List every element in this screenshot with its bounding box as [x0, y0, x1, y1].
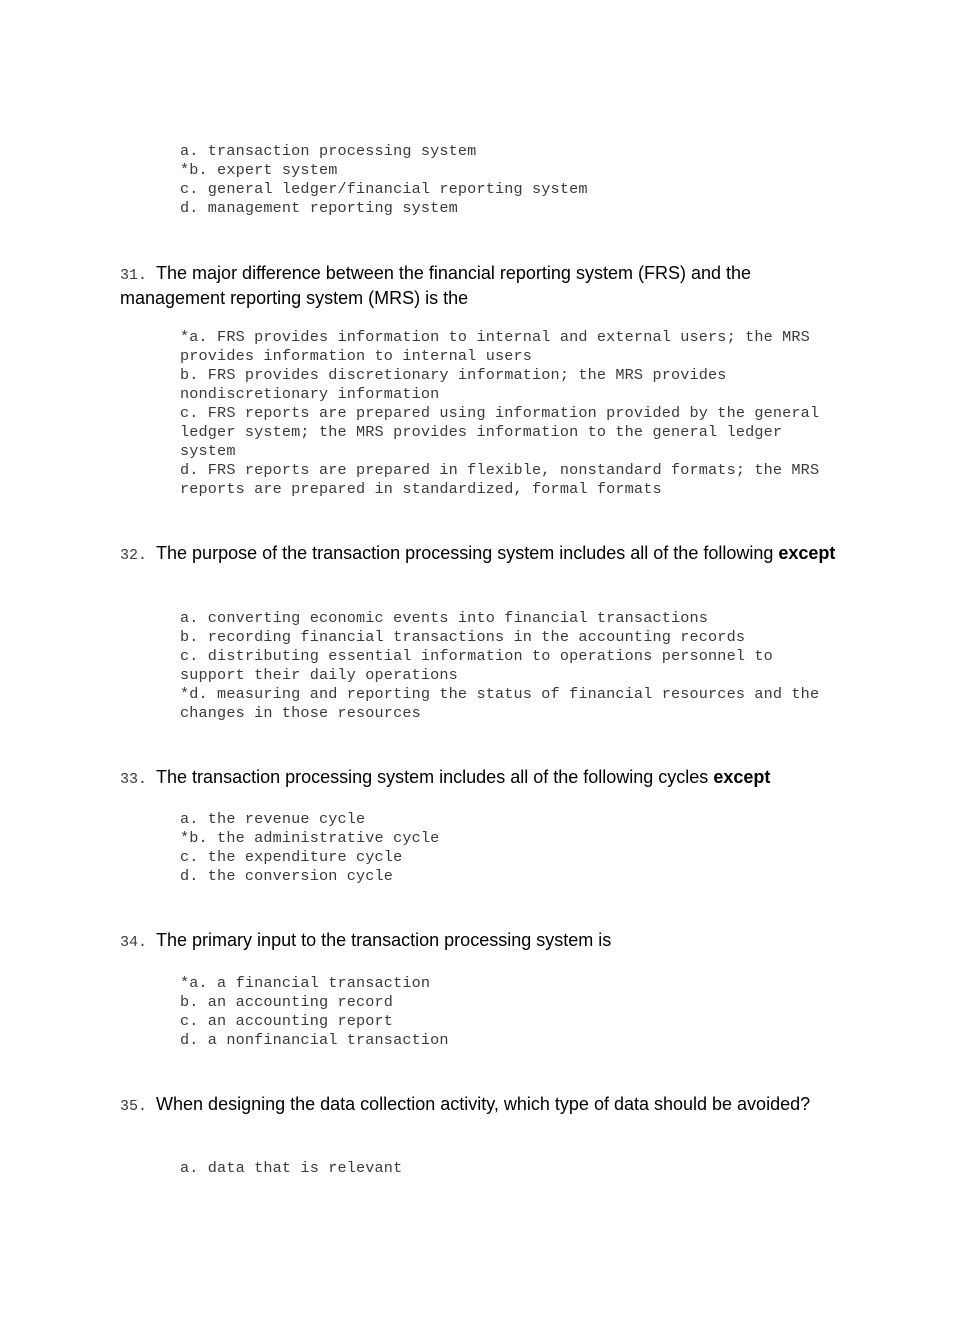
q31-option-a: *a. FRS provides information to internal and external users; the MRS provides information to internal users [180, 328, 810, 365]
q31-text: The major difference between the financial reporting system (FRS) and the management reporting system (MRS) is the [120, 263, 751, 308]
q32-option-d: *d. measuring and reporting the status of financial resources and the changes in those resources [180, 685, 820, 722]
q33-question: 33. The transaction processing system includes all of the following cycles except [120, 767, 771, 788]
q34-number: 34 [120, 934, 139, 951]
q30-option-d: d. management reporting system [180, 199, 458, 217]
q31-number: 31 [120, 267, 139, 284]
q33-number: 33 [120, 771, 139, 788]
q35-options [180, 1159, 840, 1178]
q32-option-c: c. distributing essential information to operations personnel to support their daily operations [180, 647, 773, 684]
q34-option-a: *a. a financial transaction [180, 974, 431, 992]
q35-question: 35. When designing the data collection activity, which type of data should be avoided? [120, 1094, 811, 1115]
q34-option-d: d. a nonfinancial transaction [180, 1031, 449, 1049]
q33-option-a: a. the revenue cycle [180, 810, 366, 828]
q31-question: 31. The major difference between the financial reporting system (FRS) and the management reporting system (MRS) is the [120, 263, 751, 308]
q33-emphasis: except [713, 767, 771, 787]
q31-option-c: c. FRS reports are prepared using information provided by the general ledger system; the MRS provides information to the general ledger system [180, 404, 820, 460]
q30-options [180, 142, 840, 218]
q33-options [180, 810, 840, 886]
q35-text: When designing the data collection activity, which type of data should be avoided? [156, 1094, 811, 1114]
q33-option-b: *b. the administrative cycle [180, 829, 440, 847]
q35-option-a: a. data that is relevant [180, 1159, 403, 1177]
q32-option-a: a. converting economic events into financial transactions [180, 609, 709, 627]
q34-option-b: b. an accounting record [180, 993, 394, 1011]
q32-text: The purpose of the transaction processing system includes all of the following [156, 543, 774, 563]
q34-options [180, 974, 840, 1050]
q31-option-b: b. FRS provides discretionary information; the MRS provides nondiscretionary information [180, 366, 727, 403]
q33-option-c: c. the expenditure cycle [180, 848, 403, 866]
q32-emphasis: except [778, 543, 836, 563]
q34-question: 34. The primary input to the transaction processing system is [120, 930, 612, 951]
q35-number: 35 [120, 1098, 139, 1115]
q32-question: 32. The purpose of the transaction processing system includes all of the following except [120, 543, 836, 564]
q33-option-d: d. the conversion cycle [180, 867, 394, 885]
q33-text: The transaction processing system includes all of the following cycles [156, 767, 709, 787]
q32-option-b: b. recording financial transactions in the accounting records [180, 628, 746, 646]
q31-option-d: d. FRS reports are prepared in flexible, nonstandard formats; the MRS reports are prepared in standardized, formal formats [180, 461, 820, 498]
q34-text: The primary input to the transaction processing system is [156, 930, 612, 950]
q32-options [180, 609, 840, 723]
q30-option-a: a. transaction processing system [180, 142, 477, 160]
q34-option-c: c. an accounting report [180, 1012, 394, 1030]
q30-option-c: c. general ledger/financial reporting system [180, 180, 588, 198]
q30-option-b: *b. expert system [180, 161, 338, 179]
q31-options [180, 328, 840, 499]
q32-number: 32 [120, 547, 139, 564]
